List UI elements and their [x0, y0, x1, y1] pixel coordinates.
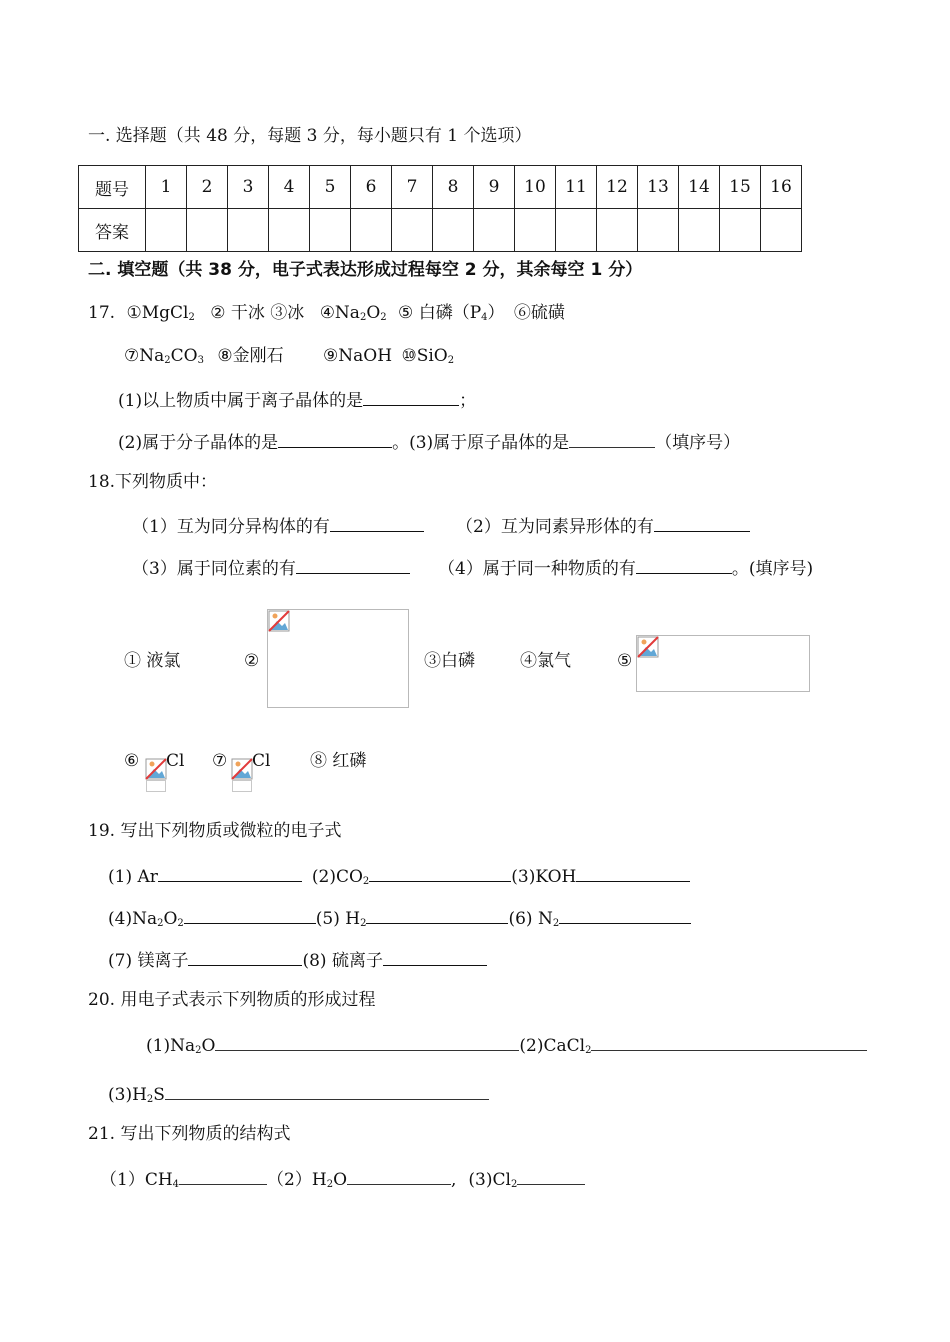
- q17-part1: (1)以上物质中属于离子晶体的是 ；: [118, 391, 477, 411]
- section2-title: 二. 填空题（共 38 分，电子式表达形成过程每空 2 分，其余每空 1 分）: [88, 260, 643, 280]
- q20-item3: $(3)H_2S$: [108, 1085, 165, 1105]
- q18-item6: ⑥: [124, 751, 140, 771]
- q18-item6-image-frame: [146, 780, 166, 792]
- table-number-cell: 16: [761, 166, 802, 209]
- q18-answer-blank4[interactable]: [636, 558, 732, 574]
- q19-item4: $(4)Na_2O_2$: [108, 909, 184, 929]
- answer-cell[interactable]: [269, 209, 310, 252]
- q17-number: 17.: [88, 303, 116, 323]
- table-number-cell: 15: [720, 166, 761, 209]
- q20-row2: [108, 1084, 489, 1105]
- broken-image-icon: [145, 758, 167, 780]
- table-row-answers: [79, 209, 802, 252]
- q17-part2: (2)属于分子晶体的是 。(3)属于原子晶体的是 （填序号）: [118, 433, 741, 453]
- answer-cell[interactable]: [392, 209, 433, 252]
- q18-item6-text: Cl: [166, 751, 185, 771]
- q17-line2: [124, 348, 454, 366]
- answer-cell[interactable]: [474, 209, 515, 252]
- q19-answer-blank3[interactable]: [576, 866, 690, 882]
- q21-item3: $(3)Cl_2$: [468, 1170, 518, 1190]
- q19-row3: (7) 镁离子 (8) 硫离子: [108, 950, 487, 970]
- q20-answer-blank2[interactable]: [591, 1035, 867, 1051]
- q18-item5-image: [636, 635, 810, 692]
- answer-cell[interactable]: [515, 209, 556, 252]
- q20-answer-blank3[interactable]: [165, 1084, 489, 1100]
- answer-table: [78, 165, 802, 252]
- q21-row1: $(1)CH_4$ $(2)H_2O$ , $(3)Cl_2$: [100, 1169, 585, 1190]
- q19-answer-blank5[interactable]: [366, 908, 508, 924]
- answer-cell[interactable]: [146, 209, 187, 252]
- q17-answer-blank2[interactable]: [278, 432, 392, 448]
- broken-image-icon: [637, 636, 659, 658]
- table-row-numbers: [79, 166, 802, 209]
- q18-item5: ⑤: [617, 651, 633, 671]
- q18-part1: （1）互为同分异构体的有: [132, 516, 424, 536]
- q18-title: 18.下列物质中：: [88, 472, 218, 492]
- q21-answer-blank2[interactable]: [347, 1169, 451, 1185]
- table-number-cell: 12: [597, 166, 638, 209]
- q20-item1: $(1)Na_2O$: [146, 1036, 216, 1056]
- q20-title: 20. 用电子式表示下列物质的形成过程: [88, 990, 376, 1010]
- answer-cell[interactable]: [433, 209, 474, 252]
- q18-answer-blank2[interactable]: [654, 516, 750, 532]
- q17-item2: ② 干冰 ③冰: [210, 303, 305, 323]
- q17-item4: ⑤ 白磷$(P_4)$: [398, 303, 505, 323]
- answer-cell[interactable]: [638, 209, 679, 252]
- table-number-cell: 14: [679, 166, 720, 209]
- q19-answer-blank6[interactable]: [559, 908, 691, 924]
- q18-answer-blank1[interactable]: [330, 516, 424, 532]
- table-header-label: 题号: [79, 166, 146, 209]
- answer-cell[interactable]: [761, 209, 802, 252]
- answer-cell[interactable]: [351, 209, 392, 252]
- q19-answer-blank2[interactable]: [369, 866, 511, 882]
- table-number-cell: 3: [228, 166, 269, 209]
- q21-item2: $(2)H_2O$: [267, 1170, 347, 1190]
- q17-item3: $④Na_2O_2$: [319, 303, 387, 323]
- q20-row1: [146, 1035, 867, 1056]
- q21-answer-blank1[interactable]: [179, 1169, 267, 1185]
- answer-cell[interactable]: [310, 209, 351, 252]
- q19-item5: (5) $H_2$: [315, 909, 367, 929]
- q19-answer-blank4[interactable]: [184, 908, 316, 924]
- answer-cell[interactable]: [679, 209, 720, 252]
- q18-part2: （2）互为同素异形体的有: [456, 516, 750, 536]
- broken-image-icon: [231, 758, 253, 780]
- q17-item9: ⑩SiO$_2$: [401, 346, 455, 366]
- q18-part3: （3）属于同位素的有: [132, 558, 410, 578]
- q17-item8: ⑨NaOH: [323, 346, 393, 366]
- q18-item7-image-frame: [232, 780, 252, 792]
- q19-title: 19. 写出下列物质或微粒的电子式: [88, 821, 342, 841]
- table-number-cell: 11: [556, 166, 597, 209]
- q19-answer-blank1[interactable]: [158, 866, 302, 882]
- q17-item7: ⑧金刚石: [217, 346, 284, 366]
- q18-item3: ③白磷: [424, 651, 475, 671]
- table-answer-label: 答案: [79, 209, 146, 252]
- table-number-cell: 8: [433, 166, 474, 209]
- table-number-cell: 1: [146, 166, 187, 209]
- q18-item2: ②: [244, 651, 260, 671]
- q20-answer-blank1[interactable]: [215, 1035, 519, 1051]
- q18-item7: ⑦: [212, 751, 228, 771]
- q17-item1: ①MgCl$_2$: [126, 303, 195, 323]
- q18-part4: （4）属于同一种物质的有 。(填序号): [438, 559, 814, 579]
- answer-cell[interactable]: [720, 209, 761, 252]
- q21-answer-blank3[interactable]: [517, 1169, 585, 1185]
- q19-answer-blank8[interactable]: [383, 950, 487, 966]
- q18-item2-image: [267, 609, 409, 708]
- q18-item8: ⑧ 红磷: [310, 751, 367, 771]
- q18-item4: ④氯气: [520, 651, 571, 671]
- q19-row2: [108, 908, 691, 929]
- broken-image-icon: [268, 610, 290, 632]
- q19-item6: (6) $N_2$: [508, 909, 560, 929]
- q18-answer-blank3[interactable]: [296, 558, 410, 574]
- q19-row1: (1) Ar $(2)CO_2$ (3)KOH: [108, 866, 690, 887]
- table-number-cell: 5: [310, 166, 351, 209]
- q17-line1: [88, 305, 565, 323]
- q21-item1: $(1)CH_4$: [100, 1170, 180, 1190]
- q17-answer-blank1[interactable]: [363, 390, 459, 406]
- section1-title: 一. 选择题（共 48 分，每题 3 分，每小题只有 1 个选项）: [88, 126, 532, 146]
- answer-cell[interactable]: [597, 209, 638, 252]
- q20-item2: (2)CaCl$_2$: [519, 1036, 592, 1056]
- answer-cell[interactable]: [556, 209, 597, 252]
- q17-item6: $⑦Na_2CO_3$: [124, 346, 204, 366]
- table-number-cell: 4: [269, 166, 310, 209]
- answer-cell[interactable]: [228, 209, 269, 252]
- q19-item2: $(2)CO_2$: [311, 867, 370, 887]
- q19-answer-blank7[interactable]: [188, 950, 302, 966]
- table-number-cell: 6: [351, 166, 392, 209]
- q17-item5: ⑥硫磺: [513, 303, 565, 323]
- table-number-cell: 2: [187, 166, 228, 209]
- q18-item7-text: Cl: [252, 751, 271, 771]
- q21-title: 21. 写出下列物质的结构式: [88, 1124, 291, 1144]
- q18-item1: ① 液氯: [124, 651, 181, 671]
- table-number-cell: 7: [392, 166, 433, 209]
- table-number-cell: 9: [474, 166, 515, 209]
- q17-answer-blank3[interactable]: [569, 432, 655, 448]
- table-number-cell: 10: [515, 166, 556, 209]
- answer-cell[interactable]: [187, 209, 228, 252]
- table-number-cell: 13: [638, 166, 679, 209]
